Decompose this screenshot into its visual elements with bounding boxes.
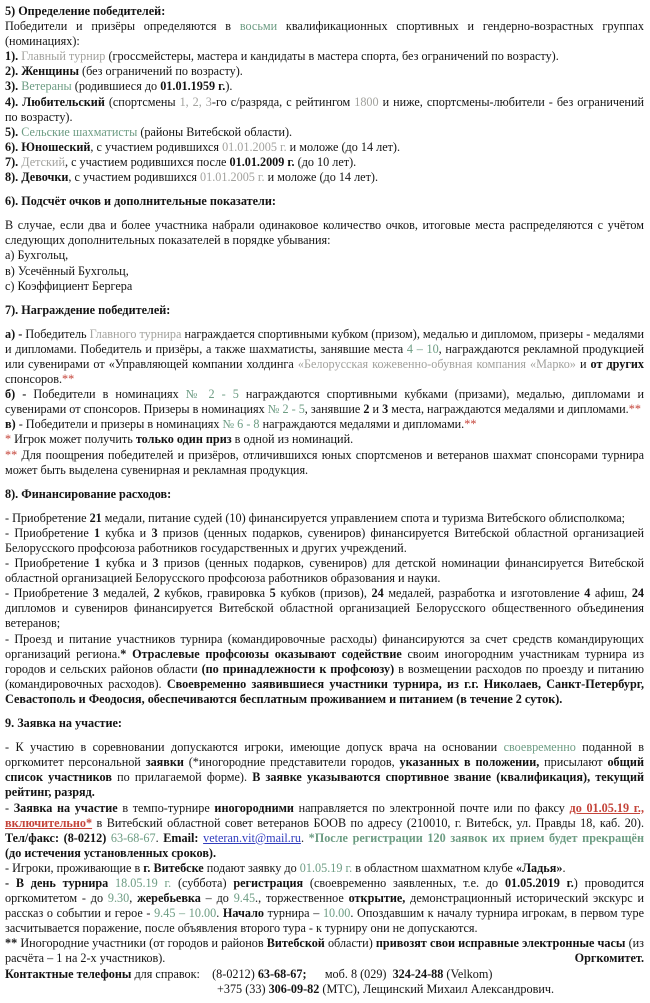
text-run: - Приобретение [5,525,94,540]
text-run: направляется по электронной почте или по факсу [293,800,570,815]
text-run: 1, 2, 3 [179,94,212,109]
text-run: 306-09-82 [268,981,320,996]
text-run: и [575,356,591,371]
text-run: - Игроки, проживающие в [5,860,144,875]
text-run: 01.01.2009 г. [229,154,295,169]
text-run: по прилагаемой форме). [111,770,253,785]
text-run: 01.05.2019 г. [504,875,574,890]
text-run: «Белорусская кожевенно-обувная компания «Марко» [297,356,576,371]
contacts-line-1 [5,967,644,982]
text-run: (МТС), Лещинский Михаил Александрович. [319,981,555,996]
text-run: 6). Подсчёт очков и дополнительные показатели: [5,194,276,209]
text-run: области) [324,936,376,951]
nomination-7 [5,155,644,170]
text-run: - К участию в соревновании допускаются игроки, имеющие допуск врача на основании [5,740,504,755]
text-run: ., торжественное [255,891,349,906]
section6-intro [5,218,644,248]
text-run: кубков, гравировка [159,586,270,601]
nomination-4 [5,95,644,125]
text-run: и моложе (до 14 лет). [286,139,401,154]
section5-intro [5,19,644,49]
text-run: 4 – 10 [406,341,439,356]
text-run: Сельские шахматисты [21,124,138,139]
text-run: 5). [5,124,22,139]
text-run: в) Усечённый Бухгольц, [5,263,129,278]
text-run: восьми [239,19,278,34]
nomination-8 [5,170,644,185]
tiebreak-b [5,264,644,279]
text-run: - Приобретение [5,556,95,571]
text-run: открытие, [348,891,406,906]
text-run: кубка и [100,525,152,540]
text-run: 5 [269,586,276,601]
text-run: от других [590,356,644,371]
text-run: в возмещении расходов по проезду и питанию (командировочных расходов). [5,661,645,691]
text-run: ) проводится оргкомитетом - до [5,875,644,906]
text-run: в Витебский областной совет ветеранов БООВ по адресу (210010, г. Витебск, ул. Правды 18, каб. 20). [92,815,644,830]
text-run: а) Бухгольц, [5,248,69,263]
text-run: указанных в положении, [399,755,540,770]
text-run: Главного турнира [89,326,182,341]
text-run: присылают [539,755,608,770]
text-run: 01.01.1959 г. [160,79,226,94]
text-run: - Победители и призеры в номинациях [18,417,223,432]
text-run: 2 [363,402,370,417]
nomination-2 [5,64,644,79]
text-run: 3 [92,586,99,601]
spacer [5,731,644,740]
text-run: Победитель [25,326,90,341]
text-run: 7). Награждение победителей: [5,302,171,317]
text-run: 3 [152,556,159,571]
award-a [5,327,644,387]
text-run: 8). Финансирование расходов: [5,486,172,501]
document-body [5,4,644,997]
section5-heading [5,4,644,19]
text-run: места, награждаются медалями и дипломами. [388,402,629,417]
text-run: 24 [371,586,384,601]
text-run: 3 [382,402,389,417]
text-run: . [300,830,309,845]
text-run: -го с/разряда, с рейтингом [211,94,355,109]
spacer [5,707,644,716]
spacer [5,318,644,327]
text-run: 9.45 – 10.00 [154,906,217,921]
text-run: в одной из номинаций. [231,432,354,447]
text-run: 1 [94,556,101,571]
section7-heading [5,303,644,318]
tiebreak-a [5,248,644,263]
text-run: ** [5,936,21,951]
text-run: 63-68-67 [110,830,156,845]
text-run: 6). Юношеский [5,139,91,154]
text-run: *После регистрации 120 заявок их прием будет прекращён [308,830,644,845]
text-run: . [562,860,566,875]
text-run: 3 [151,525,158,540]
text-run: Начало [222,906,265,921]
text-run: (Velkom) [443,966,493,981]
text-run: ** [5,447,18,462]
text-run: № 2 - 5 [185,387,239,402]
nomination-6 [5,140,644,155]
text-run: демонстрационный исторический экскурс и рассказ о событии и герое - [5,891,644,921]
text-run: - В день турнира [5,875,116,890]
text-run: награждаются медалями и дипломами. [259,417,465,432]
text-run: медалей, [98,586,154,601]
section6-heading [5,194,644,209]
funding-3 [5,556,644,586]
text-run: 4). Любительский [5,94,105,109]
text-run: (родившиеся до [71,79,161,94]
text-run: Победители в номинациях [33,387,186,402]
text-run: № 6 - 8 [222,417,260,432]
entry-4 [5,876,644,936]
text-run: (до истечения установленных сроков). [5,845,217,860]
text-run: 2 [153,586,160,601]
text-run: медалей, разработка и изготовление [383,586,585,601]
text-run: , награждаются рекламной продукцией или сувенирами от «Управляющей компании холдинга [5,341,645,371]
text-run: жеребьевка [137,891,201,906]
text-run: призов (ценных подарков, сувениров) финансируется Витебской областной организацией Белорусского профсоюза работников государственных и других учреждений. [5,525,644,555]
text-run: 10.00 [322,906,351,921]
funding-1 [5,511,644,526]
text-run: Детский [21,154,65,169]
text-run: 01.05.19 г. [299,860,353,875]
text-run: Тел/факс: (8-0212) [5,830,111,845]
text-run: ** [464,417,477,432]
text-run: - Приобретение [5,510,90,525]
text-run: Своевременно заявившиеся участники турнира, из г.г. Николаев, Санкт-Петербург, Севастополь и Феодосия, обеспечиваются бесплатным проживанием и питанием (в течение 2 суток). [5,676,644,706]
spacer [5,185,644,194]
text-run: а) - [5,326,26,341]
text-run: Email: [163,830,204,845]
text-run: Витебской [266,936,325,951]
text-run: 2). Женщины [5,64,79,79]
text-run: квалификационных спортивных и гендерно-возрастных группах (номинациях): [5,19,644,49]
text-run: привозят свои исправные электронные часы [375,936,626,951]
text-run: 1800 [354,94,379,109]
text-run: 63-68-67; [257,966,307,981]
text-run: Игрок может получить [11,432,136,447]
text-run: Главный турнир [21,49,106,64]
text-run: 3). [5,79,22,94]
text-run: 01.01.2005 г. [222,139,287,154]
text-run: 7). [5,154,22,169]
nomination-5 [5,125,644,140]
text-run: (*иногородние представители городов, [183,755,400,770]
text-run: 5) Определение победителей: [5,4,166,18]
text-run: дипломов и сувениров финансируется Витебской областной организацией Белорусского общественного объединения ветеранов; [5,601,644,631]
spacer [5,478,644,487]
text-run: № 2 - 5 [267,402,305,417]
email-link[interactable]: veteran.vit@mail.ru [203,830,301,845]
text-run: награждается спортивными кубком (призом), медалью и дипломом, призеры - медалями и дипломами. Победитель и призёры, а также шахматисты, занявшие места [5,326,644,356]
text-run: - Проезд и питание участников турнира (командировочные расходы) финансируются за счет средств командирующих организаций региона. [5,631,644,661]
text-run: своим иногородним участникам турнира из городов и сельских районов области [5,646,645,676]
text-run: 9. Заявка на участие: [5,716,122,731]
entry-1 [5,740,644,800]
note-one-prize [5,432,644,447]
text-run: б) - [5,387,34,402]
text-run: . [216,906,223,921]
text-run: (своевременно заявленных, т.е. до [303,875,505,890]
text-run: моб. 8 (029) [306,966,393,981]
text-run: медали, питание судей (10) финансируется управлением спота и туризма Витебского облисполкома; [101,510,626,525]
text-run: В случае, если два и более участника набрали одинаковое количество очков, итоговые места распределяются с учётом следующих дополнительных показателей в порядке убывания: [5,218,644,248]
award-b [5,387,644,417]
text-run: и ниже, спортсмены-любители - без ограничений по возрасту). [5,94,644,124]
text-run: 24 [631,586,644,601]
text-run: . [155,830,164,845]
funding-4 [5,586,644,631]
text-run: ). [225,79,233,94]
text-run: турнира – [264,906,323,921]
text-run: ** [62,372,75,387]
text-run: Для поощрения победителей и призёров, отличившихся юных спортсменов и ветеранов шахмат спонсорами турнира может быть выделена сувенирная и рекламная продукция. [5,447,644,477]
text-run: В заявке указываются спортивное звание (квалификация), текущий рейтинг, разряд. [5,770,644,800]
text-run: «Ладья» [515,860,563,875]
text-run: Контактные телефоны [5,966,132,981]
funding-2 [5,526,644,556]
text-run: (из расчёта – 1 на 2-х участников). [5,936,644,966]
text-run: с) Коэффициент Бергера [5,278,133,293]
text-run: иногородними [214,800,294,815]
text-run: 8). Девочки [5,170,69,185]
text-run: регистрация [233,875,304,890]
text-run: спонсоров. [5,372,63,387]
text-run: заявки [145,755,184,770]
text-run: в областном шахматном клубе [352,860,516,875]
text-run: (по принадлежности к профсоюзу) [201,661,395,676]
text-run: +375 (33) [217,981,269,996]
text-run: 21 [89,510,102,525]
text-run: поданной в оргкомитет персональной [5,740,644,770]
text-run: в темпо-турнире [117,800,215,815]
text-run: 18.05.19 г. [115,875,172,890]
text-run: в) [5,417,19,432]
text-run: * [120,646,127,661]
text-run: , с участием родившихся после [64,154,230,169]
text-run: своевременно [503,740,576,755]
text-run: (суббота) [171,875,234,890]
text-run: , занявшие [304,402,364,417]
text-run: (спортсмены [104,94,180,109]
text-run: призов (ценных подарков, сувениров) для детской номинации финансируется Витебской областной организацией Белорусского профсоюза работников образования и науки. [5,556,645,586]
text-run: (без ограничений по возрасту). [78,64,243,79]
text-run: 324-24-88 [392,966,444,981]
text-run: Ветераны [21,79,72,94]
text-run: , с участием родившихся [68,170,201,185]
text-run: до 01.05.19 г., включительно* [5,800,645,830]
text-run: и моложе (до 14 лет). [264,170,378,185]
text-run: г. Витебске [143,860,204,875]
text-run: - [5,800,14,815]
entry-3 [5,861,644,876]
text-run: ** [628,402,641,417]
note-souvenirs [5,448,644,478]
text-run: Отраслевые профсоюзы оказывают содействие [132,646,402,661]
text-run: 1 [94,525,101,540]
text-run: 01.01.2005 г. [200,170,265,185]
section8-heading [5,487,644,502]
nomination-3 [5,79,644,94]
text-run: подают заявку до [203,860,300,875]
text-run: Победители и призёры определяются в [5,19,240,34]
tiebreak-c [5,279,644,294]
contacts-line-2 [5,982,644,997]
text-run: (районы Витебской области). [137,124,293,139]
text-run: 4 [584,586,591,601]
spacer [5,294,644,303]
text-run: (гроссмейстеры, мастера и кандидаты в мастера спорта, без ограничений по возрасту). [105,49,559,64]
text-run: , [129,891,138,906]
text-run: и [369,402,383,417]
text-run: Заявка на участие [13,800,118,815]
text-run: , с участием родившихся [90,139,223,154]
spacer [5,502,644,511]
spacer [5,209,644,218]
text-run: 9.45 [233,891,256,906]
text-run: для справок: (8-0212) [131,966,258,981]
text-run: Иногородние участники (от городов и районов [20,936,267,951]
text-run: награждаются спортивными кубками (призами), медалью, дипломами и сувенирами от спонсоров. Призеры в номинациях [5,387,645,417]
note-clocks [5,936,644,966]
section9-heading [5,716,644,731]
text-run: 9.30 [107,891,130,906]
text-run: общий список участников [5,755,644,785]
text-run: (до 10 лет). [294,154,357,169]
entry-2 [5,801,644,861]
text-run: Оргкомитет. [574,951,644,966]
text-run: - Приобретение [5,586,93,601]
text-run: – до [200,891,234,906]
text-run: * [5,432,12,447]
text-run: кубков (призов), [275,586,372,601]
nomination-1 [5,49,644,64]
text-run: 1). [5,49,22,64]
text-run: афиш, [590,586,632,601]
text-run: только один приз [135,432,232,447]
text-run: . Опоздавшим к началу турнира игрокам, в первом туре засчитывается поражение, после объявления второго тура - к турниру они не допускаются. [5,906,645,936]
award-v [5,417,644,432]
text-run: кубка и [100,556,153,571]
funding-5 [5,632,644,707]
